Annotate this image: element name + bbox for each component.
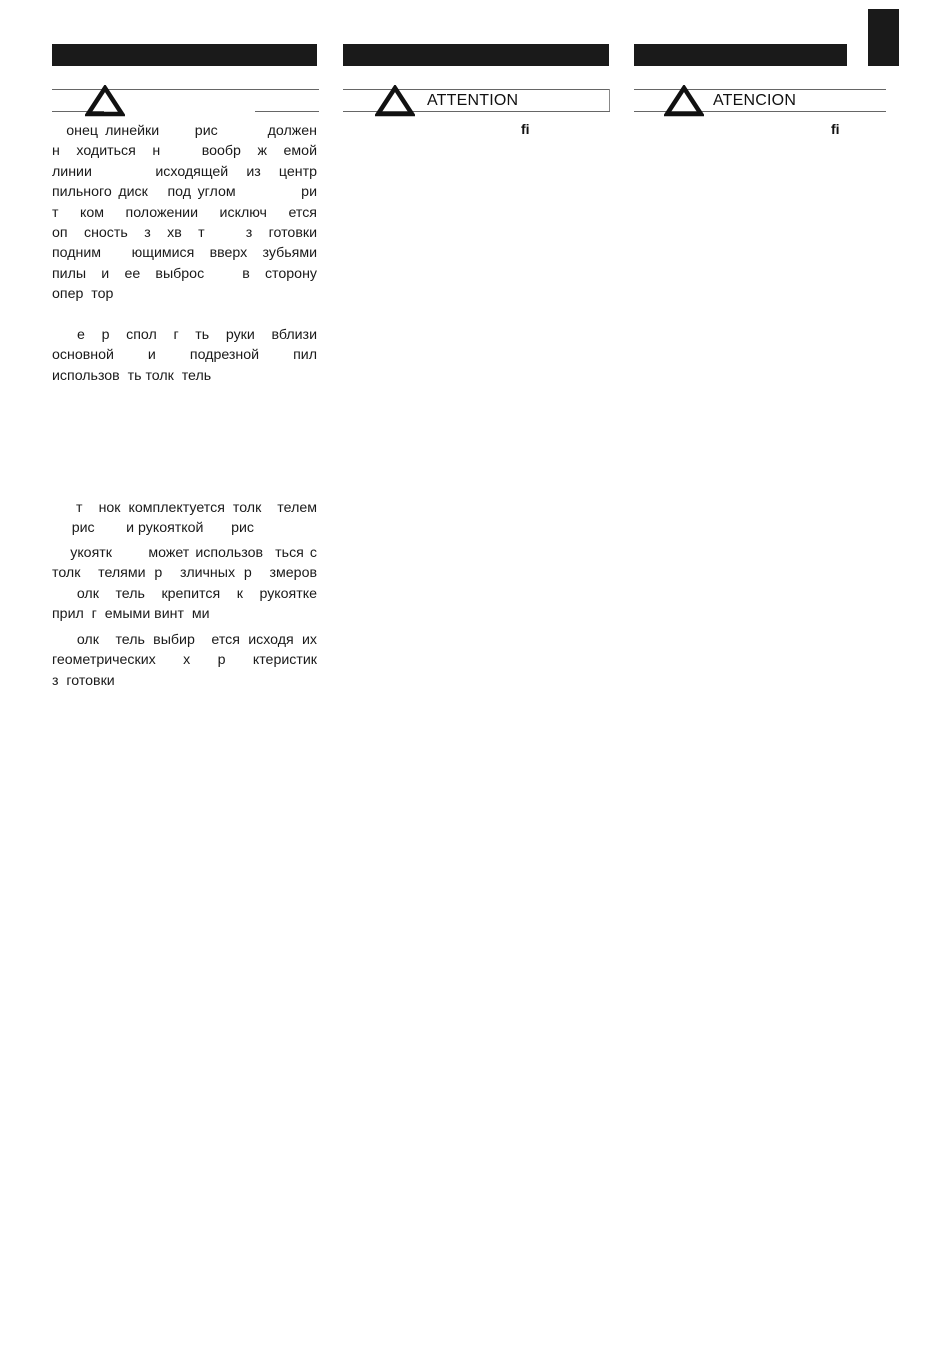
text-line: пилы и ее выброс в сторону <box>52 265 317 282</box>
ru-paragraph-2 <box>52 325 317 386</box>
text-line: опер тор <box>52 286 114 303</box>
text-line: линии исходящей из центр <box>52 163 317 180</box>
text-line: прил г емыми винт ми <box>52 606 210 623</box>
text-line: т нок комплектуется толк телем <box>52 500 317 516</box>
warning-box-es <box>634 89 886 113</box>
text-line: рис и рукояткой рис <box>52 520 254 537</box>
text-line: пильного диск под углом ри <box>52 184 317 201</box>
column-header-bar-es <box>634 44 847 66</box>
warning-label: ATENCION <box>713 92 797 109</box>
text-line: т ком положении исключ ется <box>52 204 317 221</box>
column-header-bar-ru <box>52 44 317 66</box>
warning-triangle-icon <box>85 85 125 117</box>
ru-paragraph-4 <box>52 543 317 625</box>
text-line: укоятк может использов ться с <box>52 545 318 561</box>
text-line: основной и подрезной пил <box>52 347 317 364</box>
text-line: подним ющимися вверх зубьями <box>52 245 317 262</box>
warning-label: ATTENTION <box>427 92 519 109</box>
ligature-glyph: fi <box>521 121 530 137</box>
text-line: геометрических х р ктеристик <box>52 652 317 669</box>
column-header-bar-fr <box>343 44 609 66</box>
text-line: н ходиться н вообр ж емой <box>52 143 317 160</box>
ru-paragraph-1 <box>52 121 317 305</box>
text-line: использов ть толк тель <box>52 367 212 384</box>
text-line: оп сность з хв т з готовки <box>52 225 317 242</box>
ru-paragraph-5 <box>52 630 317 691</box>
warning-box-ru <box>52 89 319 113</box>
text-line: онец линейки рис должен <box>52 123 318 139</box>
ru-paragraph-3 <box>52 498 317 539</box>
text-line: олк тель крепится к рукоятке <box>52 585 317 602</box>
ligature-glyph: fi <box>831 121 840 137</box>
page-tab-marker <box>868 9 899 66</box>
warning-triangle-icon <box>375 85 415 117</box>
text-line: е р спол г ть руки вблизи <box>52 327 317 343</box>
text-line: олк тель выбир ется исходя их <box>52 632 317 648</box>
text-line: з готовки <box>52 672 115 689</box>
text-line: толк телями р зличных р змеров <box>52 565 317 582</box>
warning-triangle-icon <box>664 85 704 117</box>
warning-box-fr <box>343 89 610 113</box>
